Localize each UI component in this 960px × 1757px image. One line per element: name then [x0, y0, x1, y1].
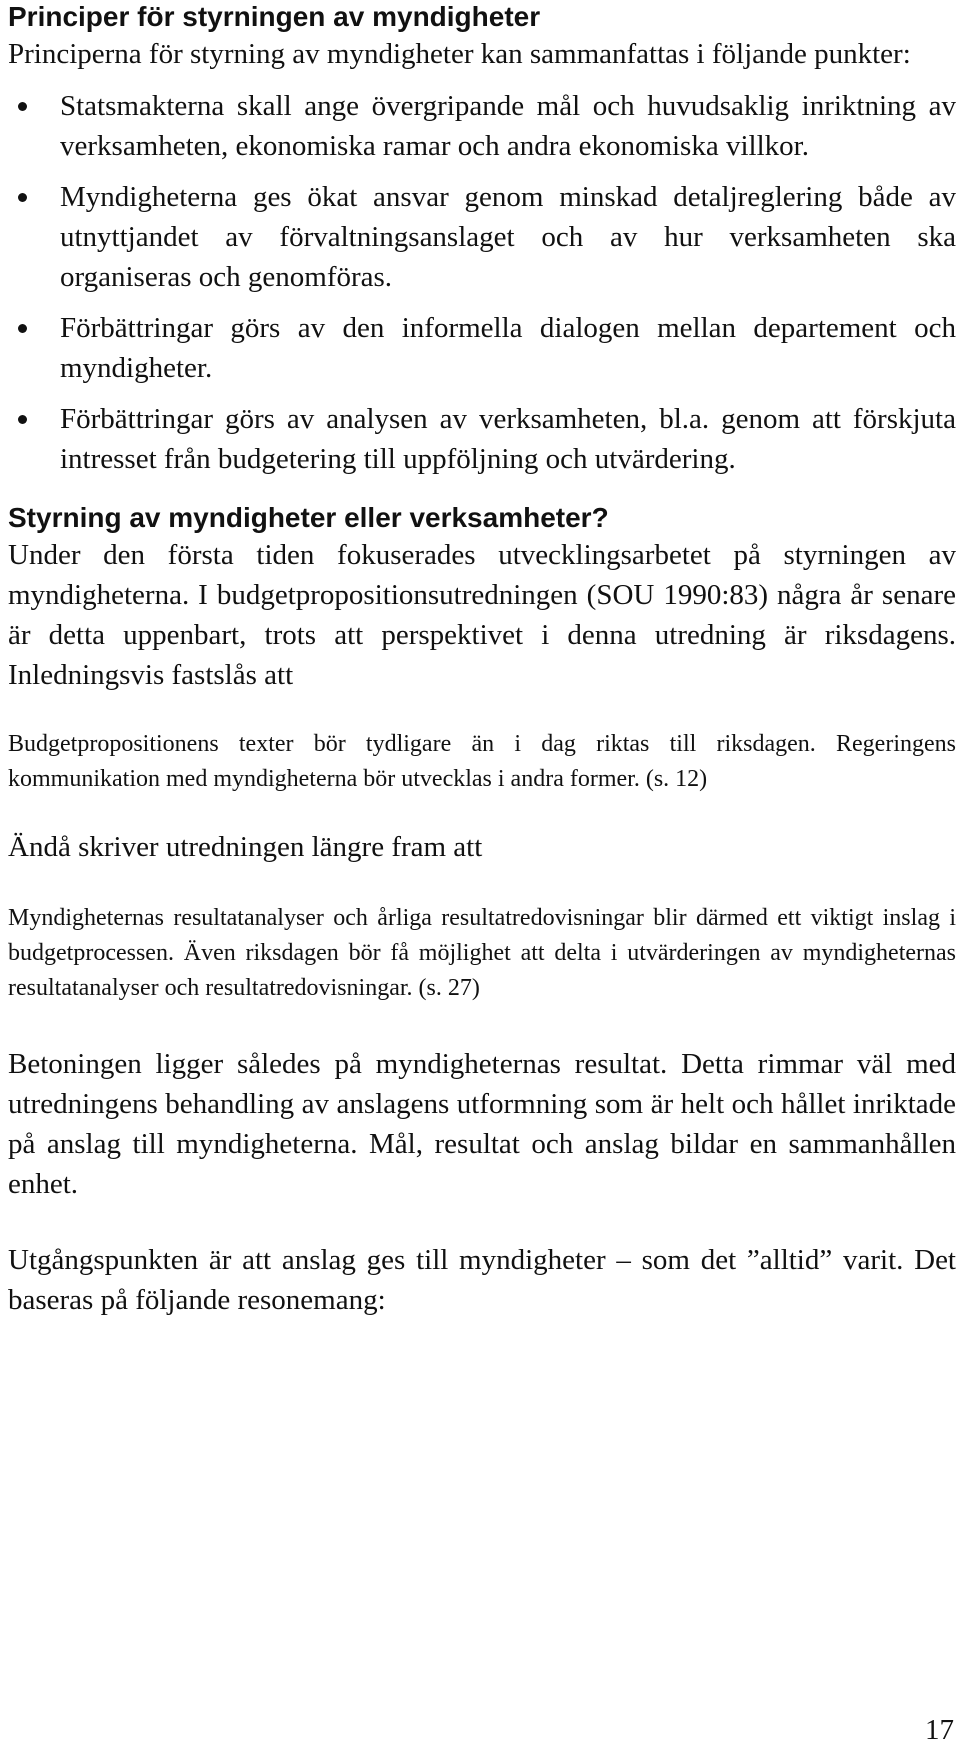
bullet-dot-icon: [18, 415, 27, 424]
paragraph-after-quote-2: Betoningen ligger således på myndigheternas resultat. Detta rimmar väl med utredningens behandling av anslagens utformning som är helt och hållet inriktade på anslag till myndigheterna. Mål, resultat och anslag bildar en sammanhållen enhet.: [8, 1048, 956, 1200]
bullet-item: [8, 399, 956, 479]
bullet-text: Statsmakterna skall ange övergripande mål och huvudsaklig inriktning av verksamheten, ekonomiska ramar och andra ekonomiska villkor.: [60, 90, 956, 162]
bullet-item: [8, 308, 956, 388]
principles-intro: Principerna för styrning av myndigheter kan sammanfattas i följande punkter:: [8, 38, 911, 70]
bullet-item: [8, 177, 956, 297]
bullet-item: [8, 86, 956, 166]
bullet-dot-icon: [18, 324, 27, 333]
document-page: [8, 0, 956, 1320]
section-heading-principles: Principer för styrningen av myndigheter: [8, 1, 541, 32]
section-heading-steering: Styrning av myndigheter eller verksamheter?: [8, 502, 609, 533]
bullet-text: Förbättringar görs av den informella dialogen mellan departement och myndigheter.: [60, 312, 956, 384]
steering-paragraph: Under den första tiden fokuserades utvecklingsarbetet på styrningen av myndigheterna. I budgetpropositionsutredningen (SOU 1990:83) några år senare är detta uppenbart, trots att perspektivet i denna utredning är riksdagens. Inledningsvis fastslås att: [8, 539, 956, 691]
block-quote-2: Myndigheternas resultatanalyser och årliga resultatredovisningar blir därmed ett viktigt inslag i budgetprocessen. Även riksdagen bör få möjlighet att delta i utvärderingen av myndigheternas resultatanalyser och resultatredovisningar. (s. 27): [8, 905, 956, 1001]
bullet-dot-icon: [18, 193, 27, 202]
paragraph-after-quote-1: Ändå skriver utredningen längre fram att: [8, 831, 483, 863]
block-quote-1: Budgetpropositionens texter bör tydligare än i dag riktas till riksdagen. Regeringens kommunikation med myndigheterna bör utvecklas i andra former. (s. 12): [8, 731, 956, 792]
bullet-dot-icon: [18, 102, 27, 111]
principles-bullet-list: [8, 86, 956, 479]
page-number: 17: [925, 1714, 954, 1746]
closing-paragraph: Utgångspunkten är att anslag ges till myndigheter – som det ”alltid” varit. Det baseras på följande resonemang:: [8, 1244, 956, 1316]
bullet-text: Myndigheterna ges ökat ansvar genom minskad detaljreglering både av utnyttjandet av förvaltningsanslaget och av hur verksamheten ska organiseras och genomföras.: [60, 181, 956, 293]
bullet-text: Förbättringar görs av analysen av verksamheten, bl.a. genom att förskjuta intresset från budgetering till uppföljning och utvärdering.: [60, 403, 956, 475]
